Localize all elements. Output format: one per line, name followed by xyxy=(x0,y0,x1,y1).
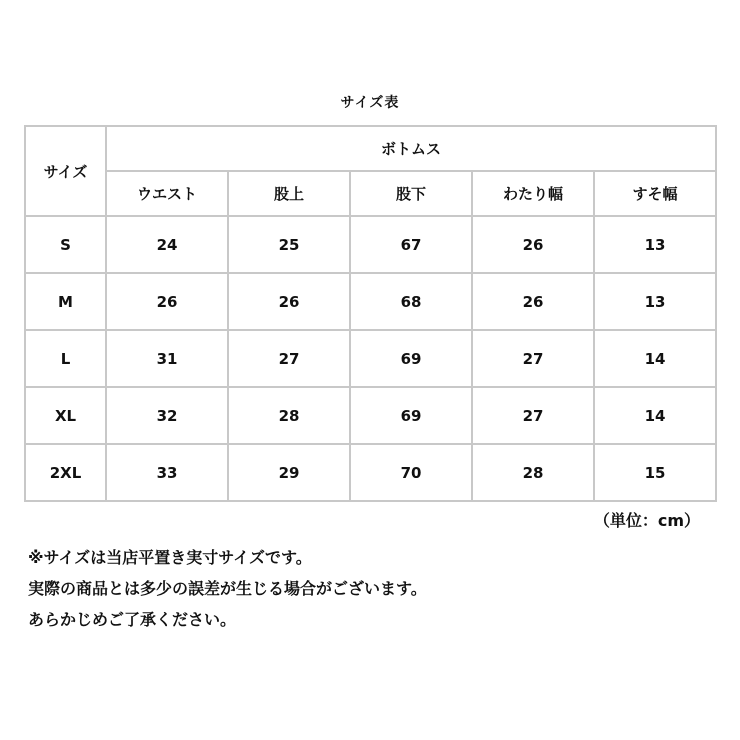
row-size-label: 2XL xyxy=(25,444,106,501)
column-header-rise: 股上 xyxy=(228,171,350,216)
table-cell: 68 xyxy=(350,273,472,330)
table-cell: 14 xyxy=(594,387,716,444)
table-cell: 67 xyxy=(350,216,472,273)
size-table xyxy=(24,125,717,502)
group-header: ボトムス xyxy=(106,126,716,171)
table-row xyxy=(25,273,716,330)
size-header: サイズ xyxy=(25,126,106,216)
page-title: サイズ表 xyxy=(340,95,400,111)
table-cell: 28 xyxy=(472,444,594,501)
table-cell: 33 xyxy=(106,444,228,501)
row-size-label: M xyxy=(25,273,106,330)
table-cell: 28 xyxy=(228,387,350,444)
table-cell: 26 xyxy=(472,216,594,273)
table-cell: 27 xyxy=(228,330,350,387)
table-cell: 24 xyxy=(106,216,228,273)
note-line: 実際の商品とは多少の誤差が生じる場合がございます。 xyxy=(28,579,427,598)
note-line: ※サイズは当店平置き実寸サイズです。 xyxy=(28,548,312,567)
table-cell: 25 xyxy=(228,216,350,273)
row-size-label: L xyxy=(25,330,106,387)
column-header-thigh: わたり幅 xyxy=(472,171,594,216)
table-cell: 31 xyxy=(106,330,228,387)
column-header-inseam: 股下 xyxy=(350,171,472,216)
row-size-label: XL xyxy=(25,387,106,444)
table-row xyxy=(25,330,716,387)
table-cell: 26 xyxy=(106,273,228,330)
unit-note: （単位：cm） xyxy=(593,511,700,530)
table-cell: 29 xyxy=(228,444,350,501)
table-cell: 15 xyxy=(594,444,716,501)
table-row xyxy=(25,216,716,273)
row-size-label: S xyxy=(25,216,106,273)
table-cell: 70 xyxy=(350,444,472,501)
table-row xyxy=(25,387,716,444)
column-header-waist: ウエスト xyxy=(106,171,228,216)
table-cell: 27 xyxy=(472,387,594,444)
table-cell: 13 xyxy=(594,273,716,330)
table-cell: 13 xyxy=(594,216,716,273)
table-cell: 69 xyxy=(350,387,472,444)
table-cell: 27 xyxy=(472,330,594,387)
table-cell: 26 xyxy=(472,273,594,330)
note-line: あらかじめご了承ください。 xyxy=(28,610,237,629)
table-cell: 26 xyxy=(228,273,350,330)
table-row xyxy=(25,444,716,501)
column-header-hem: すそ幅 xyxy=(594,171,716,216)
table-cell: 14 xyxy=(594,330,716,387)
table-cell: 32 xyxy=(106,387,228,444)
table-cell: 69 xyxy=(350,330,472,387)
notes xyxy=(28,542,718,635)
